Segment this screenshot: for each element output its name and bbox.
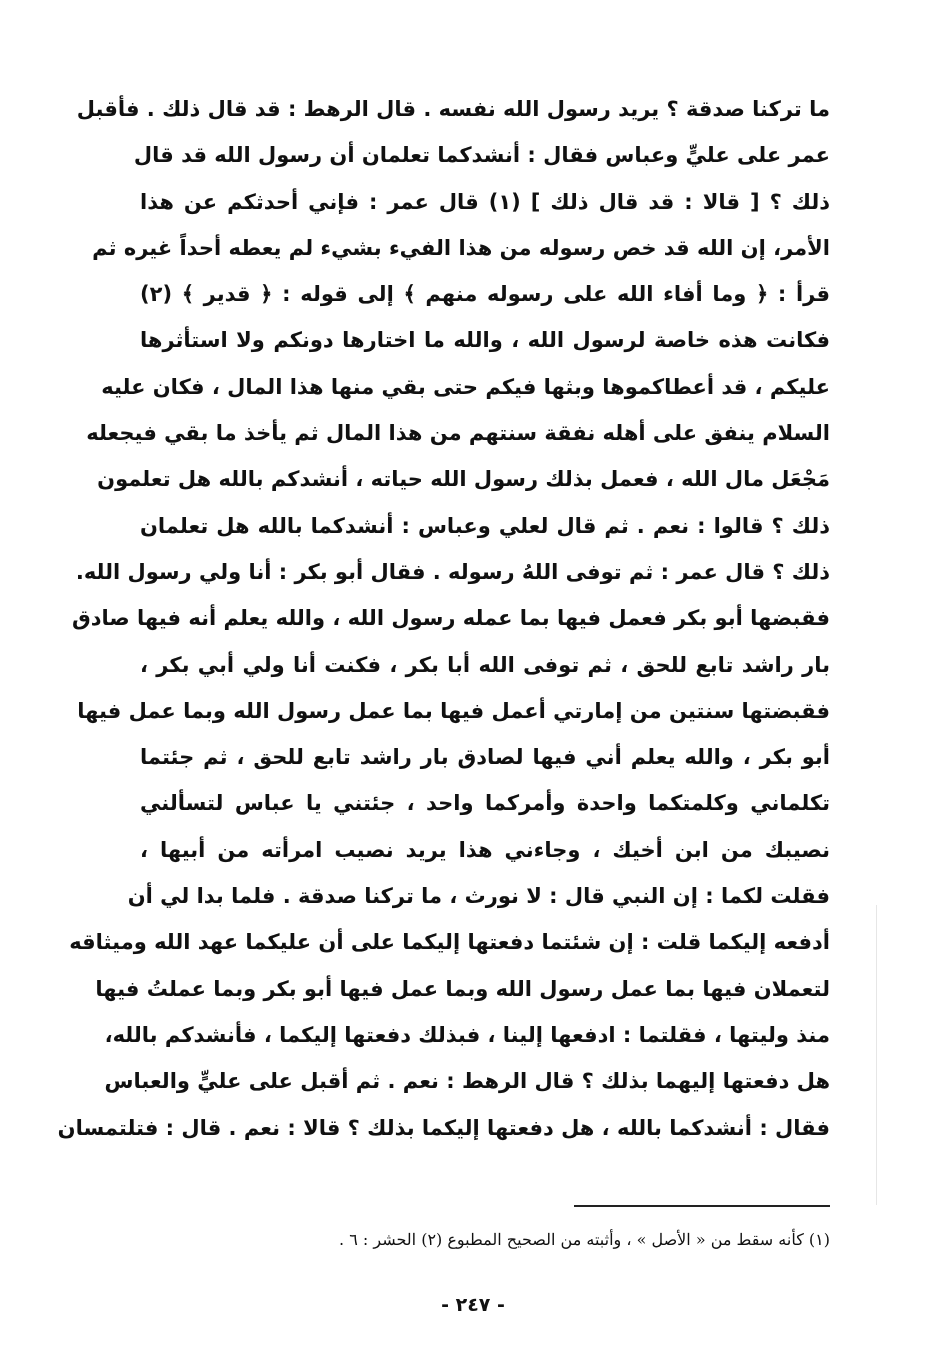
text-line: مَجْعَل مال الله ، فعمل بذلك رسول الله حياته ، أنشدكم بالله هل تعلمون — [97, 467, 830, 492]
body-text — [57, 86, 830, 1151]
text-line: السلام ينفق على أهله نفقة سنتهم من هذا المال ثم يأخذ ما بقي فيجعله — [86, 421, 830, 446]
text-line: فقلت لكما : إن النبي قال : لا نورث ، ما تركنا صدقة . فلما بدا لي أن — [127, 884, 830, 909]
text-line: ذلك ؟ [ قالا : قد قال ذلك ] (١) قال عمر : فإني أحدثكم عن هذا — [140, 189, 830, 214]
text-line: ذلك ؟ قال عمر : ثم توفى اللهُ رسوله . فقال أبو بكر : أنا ولي رسول الله. — [75, 559, 830, 584]
text-line: الأمر، إن الله قد خص رسوله من هذا الفيء بشيء لم يعطه أحداً غيره ثم — [92, 235, 830, 260]
text-line: ما تركنا صدقة ؟ يريد رسول الله نفسه . قال الرهط : قد قال ذلك . فأقبل — [76, 97, 830, 121]
text-line: تكلماني وكلمتكما واحدة وأمركما واحد ، جئتني يا عباس لتسألني — [140, 791, 830, 816]
page-edge-shadow — [876, 905, 877, 1205]
text-line: لتعملان فيها بما عمل رسول الله وبما عمل فيها أبو بكر وبما عملتُ فيها — [95, 976, 830, 1001]
footnotes: (١) كأنه سقط من « الأصل » ، وأثبته من الصحيح المطبوع (٢) الحشر : ٦ . — [339, 1230, 830, 1249]
text-line: بار راشد تابع للحق ، ثم توفى الله أبا بكر ، فكنت أنا ولي أبي بكر ، — [140, 652, 830, 677]
text-line: عليكم ، قد أعطاكموها وبثها فيكم حتى بقي منها هذا المال ، فكان عليه — [101, 374, 830, 399]
page-number: - ٢٤٧ - — [441, 1294, 505, 1316]
text-line: هل دفعتها إليهما بذلك ؟ قال الرهط : نعم . ثم أقبل على عليٍّ والعباس — [104, 1069, 830, 1094]
text-line: عمر على عليٍّ وعباس فقال : أنشدكما تعلمان أن رسول الله قد قال — [133, 143, 830, 168]
text-line: نصيبك من ابن أخيك ، وجاءني هذا يريد نصيب امرأته من أبيها ، — [140, 837, 830, 862]
text-line: فكانت هذه خاصة لرسول الله ، والله ما اختارها دونكم ولا استأثرها — [140, 328, 830, 353]
text-line: ذلك ؟ قالوا : نعم . ثم قال لعلي وعباس : أنشدكما بالله هل تعلمان — [140, 513, 830, 538]
text-line: منذ وليتها ، فقلتما : ادفعها إلينا ، فبذلك دفعتها إليكما ، فأنشدكم بالله، — [104, 1022, 830, 1047]
text-line: قرأ : ﴿ وما أفاء الله على رسوله منهم ﴾ إلى قوله : ﴿ قدير ﴾ (٢) — [140, 282, 830, 307]
text-line: أبو بكر ، والله يعلم أني فيها لصادق بار راشد تابع للحق ، ثم جئتما — [140, 745, 830, 770]
text-line: فقبضها أبو بكر فعمل فيها بما عمله رسول الله ، والله يعلم أنه فيها صادق — [71, 606, 830, 631]
text-line: فقال : أنشدكما بالله ، هل دفعتها إليكما بذلك ؟ قالا : نعم . قال : فتلتمسان — [57, 1115, 830, 1140]
text-line: أدفعه إليكما قلت : إن شئتما دفعتها إليكما على أن عليكما عهد الله وميثاقه — [69, 930, 830, 955]
footnote-separator — [574, 1205, 830, 1207]
text-line: فقبضتها سنتين من إمارتي أعمل فيها بما عمل رسول الله وبما عمل فيها — [77, 698, 830, 723]
